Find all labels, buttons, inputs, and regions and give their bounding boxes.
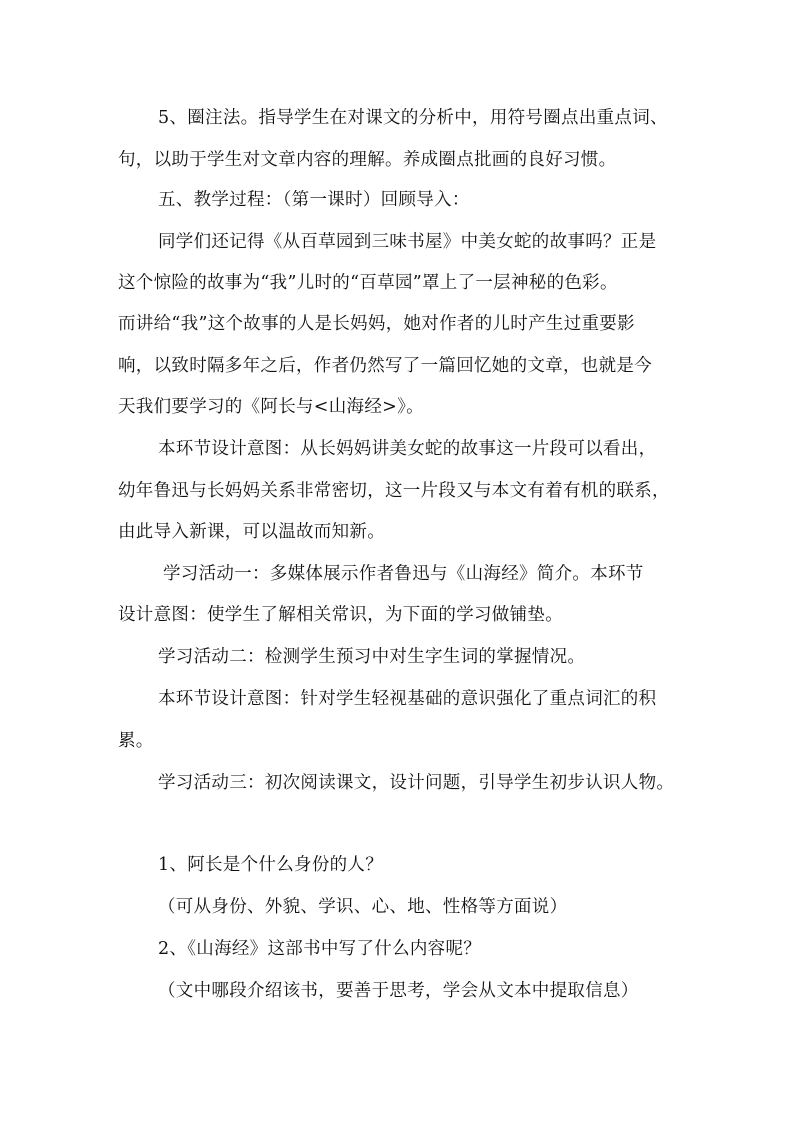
text-line: 同学们还记得《从百草园到三味书屋》中美女蛇的故事吗？正是 [158, 232, 657, 252]
question-item: 1、阿长是个什么身份的人？ [158, 855, 384, 875]
text-line: 学习活动二：检测学生预习中对生字生词的掌握情况。 [158, 647, 586, 667]
text-line: 学习活动三：初次阅读课文，设计问题，引导学生初步认识人物。 [158, 773, 675, 793]
text-line: 5、圈注法。指导学生在对课文的分析中，用符号圈点出重点词、 [158, 108, 668, 128]
section-heading: 五、教学过程：（第一课时）回顾导入： [158, 190, 470, 210]
text-line: 由此导入新课，可以温故而知新。 [118, 522, 385, 542]
text-line: 这个惊险的故事为“我”儿时的“百草园”罩上了一层神秘的色彩。 [118, 273, 618, 293]
text-line: 累。 [118, 731, 154, 751]
text-line: 句，以助于学生对文章内容的理解。养成圈点批画的良好习惯。 [118, 150, 617, 170]
text-line: 天我们要学习的《阿长与<山海经>》。 [118, 397, 424, 417]
text-line: 幼年鲁迅与长妈妈关系非常密切，这一片段又与本文有着有机的联系， [118, 481, 670, 501]
text-line: 设计意图：使学生了解相关常识，为下面的学习做铺垫。 [118, 605, 563, 625]
text-line: 响，以致时隔多年之后，作者仍然写了一篇回忆她的文章，也就是今 [118, 356, 652, 376]
question-item: 2、《山海经》这部书中写了什么内容呢？ [158, 939, 482, 959]
question-hint: （文中哪段介绍该书，要善于思考，学会从文本中提取信息） [158, 981, 639, 1001]
text-line: 而讲给“我”这个故事的人是长妈妈，她对作者的儿时产生过重要影 [118, 314, 635, 334]
question-hint: （可从身份、外貌、学识、心、地、性格等方面说） [158, 897, 568, 917]
text-line: 本环节设计意图：从长妈妈讲美女蛇的故事这一片段可以看出， [158, 439, 657, 459]
text-line: 学习活动一：多媒体展示作者鲁迅与《山海经》简介。本环节 [163, 564, 644, 584]
text-line: 本环节设计意图：针对学生轻视基础的意识强化了重点词汇的积 [158, 689, 657, 709]
